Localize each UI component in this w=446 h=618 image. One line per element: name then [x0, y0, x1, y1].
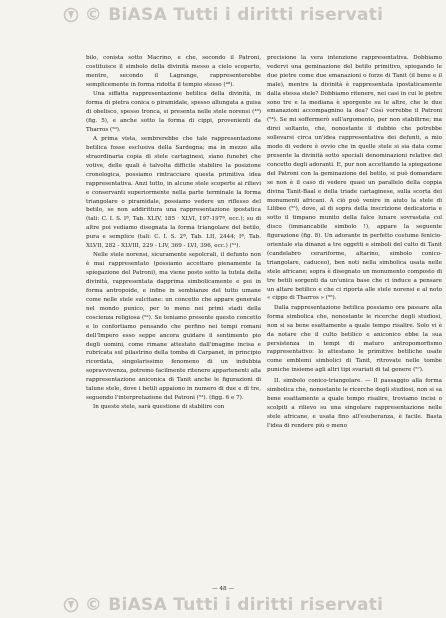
watermark-text: © BiASA Tutti i diritti riservati [84, 5, 384, 25]
page-number: — 48 — [212, 586, 234, 592]
biasa-logo-icon [63, 597, 79, 613]
paragraph: In queste stele, sarà questione di stabilire con [93, 404, 225, 411]
paragraph: Una siffatta rappresentazione betilica della divinità, in forma di pietra conica o piramidale, spesso allungata a guisa di obelisco, spesso tronca, si presenta nelle stele norensi (⁴⁹) (fig. 5), e anche sotto la forma di cippi, provenienti da Tharros (⁵⁰). [86, 91, 261, 133]
biasa-logo-icon [63, 7, 79, 23]
paragraph: bilo, conista sotto Macrino, e che, secondo il Patroni, costituisce il simbolo della divinità messo a cielo scoperto, mentre, secondo il Lagrange, rappresenterebbe semplicemente in forma ridotta il tempio stesso (⁴⁸). [86, 55, 261, 88]
watermark-bottom [0, 592, 446, 618]
text-column-right [267, 54, 442, 584]
paragraph: Dalla rappresentazione betilica possiamo ora passare alla forma simbolica che, nonostante le ricerche degli studiosi, non si sa bene esattamente a quale tempo risalire. Solo vi è da notare che il culto betilico e aniconico ebbe la sua persistenza in tempi di maturo antropomorfismo rappresentativo: lo attestano le primitive betiliche usate come emblemi simbolici di Tanit, ritrovate nelle tombe puniche insieme agli altri tipi svariati di tal genere (⁵⁷). [267, 304, 442, 374]
section-paragraph: II. simbolo conico-triangolare. — Il passaggio alla forma simbolica che, nonostante le ricerche degli studiosi, non si sa bene esattamente a quale tempo risalire, troviamo incisi o scolpiti a rilievo su una singolare rappresentazione nelle stele africane, e usata fino all'esuberanza, è facile. Basta l'idea di rendere più o meno [267, 378, 442, 429]
watermark-top [0, 2, 446, 28]
paragraph: Nelle stele norensi, sicuramente sepolcrali, il defunto non è mai rappresentato (possiamo accettare pienamente la spiegazione del Patroni), ma viene posto sotto la tutela della divinità, rappresentata dapprima simbolicamente e poi in forma antropoide, e infine in sembianze del tutto umane come nelle stele sulcitane: un concetto che appare generale nel mondo punico, per lo meno nei primi stadi della coscienza religiosa (⁵²). Se teniamo presente questo concetto e lo confortiamo pensando che perfino nei tempi romani dell'Impero esso seppe ancora guidare il sentimento pio degli uomini, come rimane attestato dall'imagine incisa e rubricata sul pilastrino della tomba di Carpanet, in principio ricordata, singolarissimo fenomeno di un indubbia sopravvivenza, potremo facilmente ritenere appartenenti alla rappresentazione aniconica di Tanit anche le figurazioni di talune stele, dove i betili appaiono in numero di due e di tre, seguendo l'interpretazione del Patroni (⁵³). (figg. 6 e 7). [86, 252, 261, 401]
paragraph: precisione la vera intenzione rappresentativa. Dobbiamo vedervi una geminazione del betilo primitivo, spiegando le due pietre come due emanazioni o forze di Tanit (il bene e il male), mentre la divinità è rappresentata ipostaticamente dalla stessa stele? Dobbiamo ritenere, nei casi in cui le pietre sono tre e la mediana è sporgente su le altre, che le due emanazioni accompagnino la dea? Così vorrebbe il Patroni (⁵⁴). Se mi soffermerò sull'argomento, per non stabilirne; ma direi soltanto, che, nonostante il dubbio che potrebbe sollevarsi circa un'idea rappresentativa dei defunti, a mio modo di vedere è ovvio che in quelle stele si sia data come presente la divinità sotto speciali denominazioni relative del concetto degli adoranti. E, pur non accettando la spiegazione del Patroni con la geminazione del betilo, si può domandare se non è il caso di vedere quasi un parallelo della coppia divina Tanit-Baal e della triade cartaginese, sulla scorta dei monumenti africani. A ciò può venire in aiuto la stele di Lilibeo (⁵⁵), dove, al di sopra della inscrizione dedicatoria e sotto il timpano munito della falce lunare sovrastata col disco (immancabile simbolo !), appare la seguente figurazione (fig. 8). Un adorante in perfetto costume fenicio-orientale sta dinanzi a tre oggetti e simboli del culto di Tanit (candelabro cerariforme, altarino, simbolo conico-triangolare, caduceo), ben noti nella simbolica usata nelle stele africane; sopra è disegnato un monumento composto di tre betili sorgenti da un'unica base che ci induce a pensare un altare betilico e che ci riporta alle stele norensi e al noto « cippo di Tharros » (⁵⁶). [267, 55, 442, 302]
paragraph: A prima vista, sembrerebbe che tale rappresentazione betilica fosse esclusiva della Sardegna; ma in mezzo alla straordinaria copia di stele cartaginesi, siano funebri che votive, delle quali è talvolta difficile stabilire la posizione cronologica, possiamo rintracciare questa primitiva idea rappresentativa. Anzi tutto, in alcune stele scoperte ai rilievi e conservanti superiormente nella parte terminale la forma triangolare o piramidale, possiamo vedere un riflesso del betilo, se non addirittura una rappresentazione ipostatica (tali: C. I. S. Iª, Tab. XLIV, 185 · XLVI, 197-197ª, ecc.); su di altre poi vediamo disegnata la forma triangolare del betilo, pura e semplice (tali: C. I. S. 2ª, Tab. LII, 2444; Iª, Tab. XLVII, 282 - XLVIII, 229 - LIV, 369 - LVI, 396, ecc.) (⁵¹). [86, 136, 261, 250]
text-column-left [86, 54, 261, 584]
watermark-text: © BiASA Tutti i diritti riservati [84, 595, 384, 615]
